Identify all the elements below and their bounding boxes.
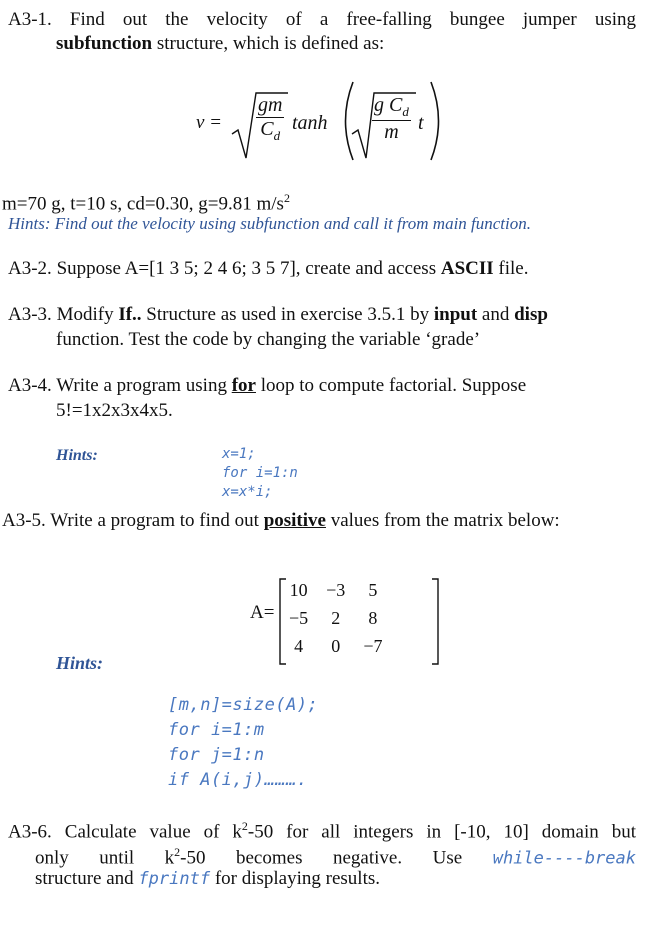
a3-5-t2: values from the matrix below: — [330, 510, 560, 531]
a3-6-t3: only until k — [35, 847, 175, 869]
a3-3-line1 — [8, 302, 548, 327]
a3-6-line3 — [35, 866, 380, 892]
matrix-cell: 0 — [331, 635, 341, 656]
a3-4-bold-for: for — [231, 375, 256, 396]
a3-3-label: A3-3. — [8, 304, 52, 325]
matrix-row — [280, 632, 391, 660]
a3-6-label: A3-6. — [8, 821, 52, 843]
a3-3-t2: Structure as used in exercise 3.5.1 by — [146, 304, 430, 325]
matrix-row — [280, 604, 391, 632]
a3-5-code — [168, 693, 318, 793]
frac1-den-c: C — [260, 118, 274, 140]
a3-6-sup2: 2 — [174, 845, 181, 859]
bracket-right — [430, 578, 440, 666]
matrix-cell: −5 — [289, 607, 309, 628]
matrix-cell: 8 — [368, 607, 378, 628]
a3-4-label: A3-4. — [8, 375, 52, 396]
a3-6-t2: -50 for all integers in [-10, 10] domain but — [247, 821, 636, 843]
a3-3-line2: function. Test the code by changing the variable ‘grade’ — [56, 329, 481, 350]
frac2-num-sub: d — [402, 104, 409, 119]
a3-6-code-fprintf: fprintf — [138, 869, 211, 889]
a3-4-line1 — [8, 373, 526, 398]
a3-1-line2 — [56, 31, 384, 56]
frac2-den: m — [372, 120, 411, 144]
a3-4-hints-label: Hints: — [56, 447, 98, 464]
a3-6-sup1: 2 — [241, 819, 248, 833]
code-line: x=x*i; — [222, 484, 273, 500]
matrix-cell: 5 — [368, 579, 378, 600]
a3-2-label: A3-2. — [8, 258, 52, 279]
a3-5-line — [2, 508, 560, 533]
frac2-num — [372, 94, 411, 120]
matrix-cell: −7 — [363, 635, 383, 656]
code-line: for i=1:n — [222, 465, 298, 481]
code-line: for j=1:n — [168, 745, 265, 765]
a3-5-hints-label: Hints: — [56, 653, 104, 673]
a3-5-t1: Write a program to find out — [50, 510, 259, 531]
frac1-den-sub: d — [273, 128, 281, 143]
params-sup: 2 — [283, 191, 290, 205]
a3-1-hint: Hints: Find out the velocity using subfunction and call it from main function. — [8, 214, 532, 233]
a3-1-line1-text: Find out the velocity of a free-falling bungee jumper using — [69, 9, 636, 30]
a3-3-bold-if: If.. — [118, 304, 142, 325]
a3-5-bold-positive: positive — [263, 510, 326, 531]
code-line: for i=1:m — [168, 720, 265, 740]
matrix-block — [250, 576, 450, 672]
frac2-num-gc: g C — [374, 94, 403, 116]
var-t: t — [418, 112, 424, 134]
a3-2-text-after: file. — [498, 258, 529, 279]
a3-2-bold-ascii: ASCII — [440, 258, 494, 279]
func-tanh: tanh — [292, 112, 328, 134]
a3-4-t1: Write a program using — [56, 375, 227, 396]
params-text: m=70 g, t=10 s, cd=0.30, g=9.81 m/s — [2, 193, 284, 215]
matrix-cell: 4 — [294, 635, 304, 656]
a3-1-label: A3-1. — [8, 9, 52, 30]
a3-6-t5: structure and — [35, 868, 134, 889]
code-line: x=1; — [222, 446, 256, 462]
matrix-label: A= — [250, 602, 275, 623]
matrix-cell: 2 — [331, 607, 341, 628]
a3-3-t3: and — [481, 304, 510, 325]
a3-6-code-while: while----break — [492, 848, 636, 869]
formula-lhs: v = — [196, 112, 223, 133]
a3-3-bold-disp: disp — [514, 304, 548, 325]
frac-gcd-m — [372, 94, 411, 144]
code-line: if A(i,j)………. — [168, 770, 308, 790]
paren-right — [428, 80, 448, 162]
matrix-table — [280, 576, 391, 660]
matrix-cell: −3 — [326, 579, 346, 600]
matrix-row — [280, 576, 391, 604]
a3-4-code — [222, 445, 298, 502]
a3-2-text: Suppose A=[1 3 5; 2 4 6; 3 5 7], create and access — [56, 258, 437, 279]
frac1-num: gm — [258, 94, 283, 116]
frac1-den — [256, 117, 284, 144]
code-line: [m,n]=size(A); — [168, 695, 319, 715]
a3-4-t2: loop to compute factorial. Suppose — [260, 375, 527, 396]
matrix-cell: 10 — [289, 579, 308, 600]
a3-3-bold-input: input — [433, 304, 478, 325]
a3-1-line2-text: structure, which is defined as: — [156, 33, 385, 54]
a3-4-line2: 5!=1x2x3x4x5. — [56, 400, 173, 421]
a3-6-t1: Calculate value of k — [64, 821, 242, 843]
velocity-formula — [196, 84, 466, 164]
a3-1-bold-subfunction: subfunction — [56, 33, 153, 54]
frac-gm-cd — [256, 94, 284, 144]
a3-5-label: A3-5. — [2, 510, 46, 531]
a3-6-t4: -50 becomes negative. Use — [180, 847, 463, 869]
a3-6-t6: for displaying results. — [214, 868, 380, 889]
a3-1-line1 — [8, 7, 636, 32]
a3-3-t1: Modify — [56, 304, 114, 325]
a3-2-line — [8, 256, 529, 281]
